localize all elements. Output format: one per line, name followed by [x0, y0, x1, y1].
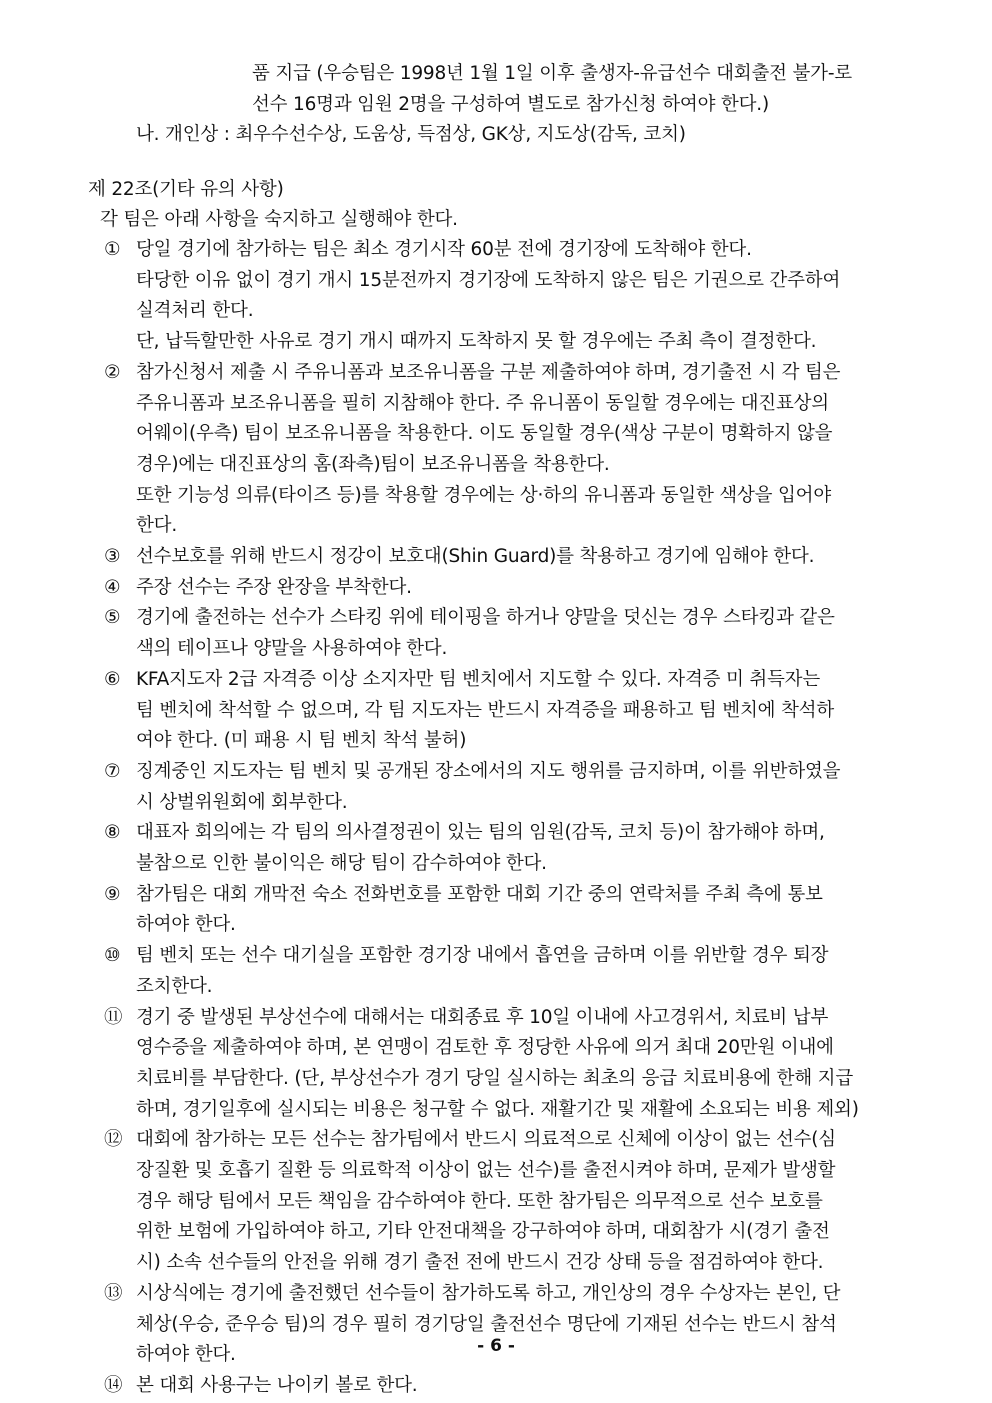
rule-item-line: 치료비를 부담한다. (단, 부상선수가 경기 당일 실시하는 최초의 응급 치료비용에 한해 지급	[136, 1067, 854, 1089]
rule-item-line: 조치한다.	[136, 975, 213, 997]
rule-item-line: 하여야 한다.	[136, 914, 236, 936]
rule-item-line: 본 대회 사용구는 나이키 볼로 한다.	[136, 1374, 418, 1396]
rule-item-line: 참가팀은 대회 개막전 숙소 전화번호를 포함한 대회 기간 중의 연락처를 주최 측에 통보	[136, 883, 823, 905]
rule-item-line: 경우)에는 대진표상의 홈(좌측)팀이 보조유니폼을 착용한다.	[136, 453, 610, 475]
rule-item-marker: ⑫	[104, 1129, 123, 1151]
rule-item-line: 주장 선수는 주장 완장을 부착한다.	[136, 576, 412, 598]
article-22-lead: 각 팀은 아래 사항을 숙지하고 실행해야 한다.	[100, 209, 458, 230]
page-number: - 6 -	[477, 1336, 515, 1356]
rule-item-line: 시 상벌위원회에 회부한다.	[136, 791, 348, 813]
rule-item-line: 대표자 회의에는 각 팀의 의사결정권이 있는 팀의 임원(감독, 코치 등)이 참가해야 하며,	[136, 822, 825, 844]
rule-item-marker: ⑭	[104, 1374, 123, 1396]
rule-item-marker: ⑤	[104, 607, 121, 629]
rule-item-line: 불참으로 인한 불이익은 해당 팀이 감수하여야 한다.	[136, 853, 547, 874]
rule-item-line: 대회에 참가하는 모든 선수는 참가팀에서 반드시 의료적으로 신체에 이상이 없는 선수(심	[136, 1129, 836, 1151]
rule-item-marker: ⑩	[104, 945, 121, 967]
rule-item-line: 선수보호를 위해 반드시 정강이 보호대(Shin Guard)를 착용하고 경기에 임해야 한다.	[136, 546, 815, 567]
prize-text-line-2: 선수 16명과 임원 2명을 구성하여 별도로 참가신청 하여야 한다.)	[252, 94, 769, 115]
rule-item-marker: ⑧	[104, 822, 121, 844]
rule-item-line: 영수증을 제출하여야 하며, 본 연맹이 검토한 후 정당한 사유에 의거 최대 20만원 이내에	[136, 1037, 834, 1059]
article-22-title: 제 22조(기타 유의 사항)	[88, 179, 284, 200]
rule-item-line: 팀 벤치에 착석할 수 없으며, 각 팀 지도자는 반드시 자격증을 패용하고 팀 벤치에 착석하	[136, 699, 835, 721]
individual-awards-line: 나. 개인상 : 최우수선수상, 도움상, 득점상, GK상, 지도상(감독, 코치)	[136, 124, 686, 145]
rule-item-line: 또한 기능성 의류(타이즈 등)를 착용할 경우에는 상·하의 유니폼과 동일한 색상을 입어야	[136, 484, 832, 506]
rule-item-marker: ②	[104, 361, 121, 383]
rule-item-line: 팀 벤치 또는 선수 대기실을 포함한 경기장 내에서 흡연을 금하며 이를 위반할 경우 퇴장	[136, 945, 829, 967]
rule-item-line: 한다.	[136, 515, 178, 537]
rule-item-line: 타당한 이유 없이 경기 개시 15분전까지 경기장에 도착하지 않은 팀은 기권으로 간주하여	[136, 269, 841, 291]
rule-item-line: 어웨이(우측) 팀이 보조유니폼을 착용한다. 이도 동일할 경우(색상 구분이 명확하지 않을	[136, 423, 833, 445]
rule-item-line: 단, 납득할만한 사유로 경기 개시 때까지 도착하지 못 할 경우에는 주최 측이 결정한다.	[136, 331, 817, 353]
rule-item-line: 시) 소속 선수들의 안전을 위해 경기 출전 전에 반드시 건강 상태 등을 점검하여야 한다.	[136, 1252, 824, 1274]
rule-item-marker: ⑥	[104, 668, 121, 690]
rule-item-marker: ①	[104, 239, 121, 260]
rule-item-line: 참가신청서 제출 시 주유니폼과 보조유니폼을 구분 제출하여야 하며, 경기출전 시 각 팀은	[136, 361, 841, 383]
rule-item-marker: ④	[104, 576, 121, 598]
rule-item-line: 하여야 한다.	[136, 1344, 236, 1366]
rule-item-marker: ⑨	[104, 883, 121, 905]
rule-item-line: 시상식에는 경기에 출전했던 선수들이 참가하도록 하고, 개인상의 경우 수상자는 본인, 단	[136, 1282, 841, 1304]
prize-text-line-1: 품 지급 (우승팀은 1998년 1월 1일 이후 출생자-유급선수 대회출전 불가-로	[252, 63, 852, 84]
rule-item-marker: ⑪	[104, 1006, 123, 1028]
rule-item-line: 체상(우승, 준우승 팀)의 경우 필히 경기당일 출전선수 명단에 기재된 선수는 반드시 참석	[136, 1313, 837, 1335]
rule-item-line: 당일 경기에 참가하는 팀은 최소 경기시작 60분 전에 경기장에 도착해야 한다.	[136, 239, 752, 260]
rule-item-marker: ③	[104, 546, 121, 567]
rule-item-marker: ⑬	[104, 1282, 123, 1304]
rule-item-line: 색의 테이프나 양말을 사용하여야 한다.	[136, 638, 448, 660]
rule-item-line: 경기 중 발생된 부상선수에 대해서는 대회종료 후 10일 이내에 사고경위서, 치료비 납부	[136, 1006, 829, 1028]
rule-item-line: KFA지도자 2급 자격증 이상 소지자만 팀 벤치에서 지도할 수 있다. 자격증 미 취득자는	[136, 668, 821, 690]
rule-item-marker: ⑦	[104, 760, 121, 782]
rule-item-line: 징계중인 지도자는 팀 벤치 및 공개된 장소에서의 지도 행위를 금지하며, 이를 위반하였을	[136, 760, 841, 782]
rule-item-line: 실격처리 한다.	[136, 300, 254, 322]
rule-item-line: 위한 보험에 가입하여야 하고, 기타 안전대책을 강구하여야 하며, 대회참가 시(경기 출전	[136, 1221, 830, 1243]
rule-item-line: 경기에 출전하는 선수가 스타킹 위에 테이핑을 하거나 양말을 덧신는 경우 스타킹과 같은	[136, 607, 835, 629]
rule-item-line: 경우 해당 팀에서 모든 책임을 감수하여야 한다. 또한 참가팀은 의무적으로 선수 보호를	[136, 1190, 823, 1212]
rule-item-line: 여야 한다. (미 패용 시 팀 벤치 착석 불허)	[136, 730, 467, 752]
rule-item-line: 주유니폼과 보조유니폼을 필히 지참해야 한다. 주 유니폼이 동일할 경우에는 대진표상의	[136, 392, 829, 414]
rule-item-line: 하며, 경기일후에 실시되는 비용은 청구할 수 없다. 재활기간 및 재활에 소요되는 비용 제외)	[136, 1098, 859, 1120]
rule-item-line: 장질환 및 호흡기 질환 등 의료학적 이상이 없는 선수)를 출전시켜야 하며, 문제가 발생할	[136, 1160, 836, 1181]
